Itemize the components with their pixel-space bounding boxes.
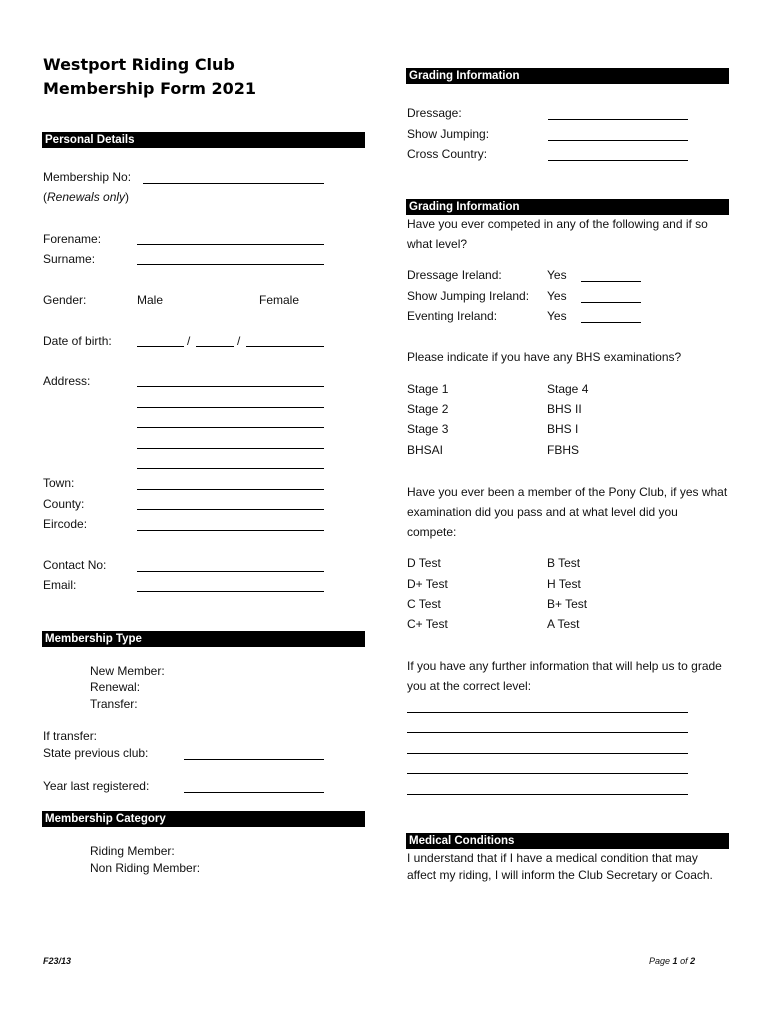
pony-club-option[interactable]: D+ Test [407, 577, 448, 591]
dressage-field[interactable] [548, 119, 688, 120]
eircode-field[interactable] [137, 530, 324, 531]
pony-club-option[interactable]: C+ Test [407, 617, 448, 631]
surname-field[interactable] [137, 264, 324, 265]
gender-label: Gender: [43, 293, 87, 307]
riding-member-option[interactable]: Riding Member: [90, 844, 175, 858]
surname-label: Surname: [43, 252, 96, 266]
town-field[interactable] [137, 489, 324, 490]
dob-label: Date of birth: [43, 334, 112, 348]
show-jumping-ireland-yes[interactable]: Yes [547, 289, 567, 303]
pony-club-option[interactable]: B Test [547, 556, 581, 570]
renewals-only-note: (Renewals only) [43, 190, 130, 204]
form-title-line1: Westport Riding Club [43, 55, 235, 74]
contact-no-label: Contact No: [43, 558, 107, 572]
pony-club-option[interactable]: B+ Test [547, 597, 588, 611]
pony-club-question: Have you ever been a member of the Pony Club, if yes what examination did you pass and at what level did you compete: [407, 485, 728, 539]
county-field[interactable] [137, 509, 324, 510]
pony-club-option[interactable]: H Test [547, 577, 581, 591]
further-information-line-2[interactable] [407, 732, 688, 733]
eventing-ireland-label: Eventing Ireland: [407, 309, 498, 323]
bhs-option[interactable]: BHS II [547, 402, 582, 416]
dob-year-field[interactable] [246, 346, 324, 347]
previous-club-field[interactable] [184, 759, 324, 760]
show-jumping-label: Show Jumping: [407, 127, 490, 141]
address-line-1[interactable] [137, 386, 324, 387]
show-jumping-field[interactable] [548, 140, 688, 141]
forename-label: Forename: [43, 232, 102, 246]
year-last-registered-label: Year last registered: [43, 779, 150, 793]
membership-type-heading: Membership Type [42, 631, 365, 647]
address-line-3[interactable] [137, 427, 324, 428]
previous-club-label: State previous club: [43, 746, 149, 760]
dressage-ireland-level-field[interactable] [581, 281, 641, 282]
form-code: F23/13 [43, 956, 72, 966]
town-label: Town: [43, 476, 75, 490]
bhs-option[interactable]: BHSAI [407, 443, 444, 457]
medical-conditions-text: I understand that if I have a medical condition that may affect my riding, I will inform the Club Secretary or Coach. [407, 851, 713, 882]
email-label: Email: [43, 578, 77, 592]
renewal-option[interactable]: Renewal: [90, 680, 141, 694]
bhs-option[interactable]: Stage 2 [407, 402, 449, 416]
contact-no-field[interactable] [137, 571, 324, 572]
bhs-option[interactable]: BHS I [547, 422, 579, 436]
address-label: Address: [43, 374, 91, 388]
bhs-option[interactable]: Stage 1 [407, 382, 449, 396]
dob-day-field[interactable] [137, 346, 184, 347]
county-label: County: [43, 497, 85, 511]
further-information-question: If you have any further information that will help us to grade you at the correct level: [407, 659, 722, 693]
cross-country-label: Cross Country: [407, 147, 488, 161]
membership-category-heading: Membership Category [42, 811, 365, 827]
non-riding-member-option[interactable]: Non Riding Member: [90, 861, 201, 875]
membership-no-field[interactable] [143, 183, 324, 184]
gender-male-option[interactable]: Male [137, 293, 164, 307]
dob-month-field[interactable] [196, 346, 234, 347]
show-jumping-ireland-label: Show Jumping Ireland: [407, 289, 530, 303]
further-information-line-1[interactable] [407, 712, 688, 713]
dressage-ireland-yes[interactable]: Yes [547, 268, 567, 282]
address-line-5[interactable] [137, 468, 324, 469]
if-transfer-label: If transfer: [43, 729, 98, 743]
email-field[interactable] [137, 591, 324, 592]
address-line-4[interactable] [137, 448, 324, 449]
further-information-line-5[interactable] [407, 794, 688, 795]
page-number: Page 1 of 2 [649, 956, 696, 966]
cross-country-field[interactable] [548, 160, 688, 161]
pony-club-option[interactable]: D Test [407, 556, 441, 570]
bhs-option[interactable]: FBHS [547, 443, 580, 457]
competed-question: Have you ever competed in any of the following and if so what level? [407, 217, 708, 251]
medical-conditions-heading: Medical Conditions [406, 833, 729, 849]
bhs-option[interactable]: Stage 4 [547, 382, 589, 396]
dressage-label: Dressage: [407, 106, 462, 120]
further-information-line-4[interactable] [407, 773, 688, 774]
bhs-question: Please indicate if you have any BHS examinations? [407, 350, 682, 364]
further-information-line-3[interactable] [407, 753, 688, 754]
forename-field[interactable] [137, 244, 324, 245]
dressage-ireland-label: Dressage Ireland: [407, 268, 502, 282]
pony-club-option[interactable]: C Test [407, 597, 441, 611]
year-last-registered-field[interactable] [184, 792, 324, 793]
bhs-option[interactable]: Stage 3 [407, 422, 449, 436]
show-jumping-ireland-level-field[interactable] [581, 302, 641, 303]
gender-female-option[interactable]: Female [259, 293, 300, 307]
grading-information-heading-2: Grading Information [406, 199, 729, 215]
dob-separator: / [187, 334, 191, 348]
eircode-label: Eircode: [43, 517, 88, 531]
address-line-2[interactable] [137, 407, 324, 408]
eventing-ireland-yes[interactable]: Yes [547, 309, 567, 323]
form-title-line2: Membership Form 2021 [43, 79, 256, 98]
membership-no-label: Membership No: [43, 170, 132, 184]
transfer-option[interactable]: Transfer: [90, 697, 138, 711]
new-member-option[interactable]: New Member: [90, 664, 165, 678]
grading-information-heading: Grading Information [406, 68, 729, 84]
eventing-ireland-level-field[interactable] [581, 322, 641, 323]
dob-separator: / [237, 334, 241, 348]
personal-details-heading: Personal Details [42, 132, 365, 148]
pony-club-option[interactable]: A Test [547, 617, 580, 631]
